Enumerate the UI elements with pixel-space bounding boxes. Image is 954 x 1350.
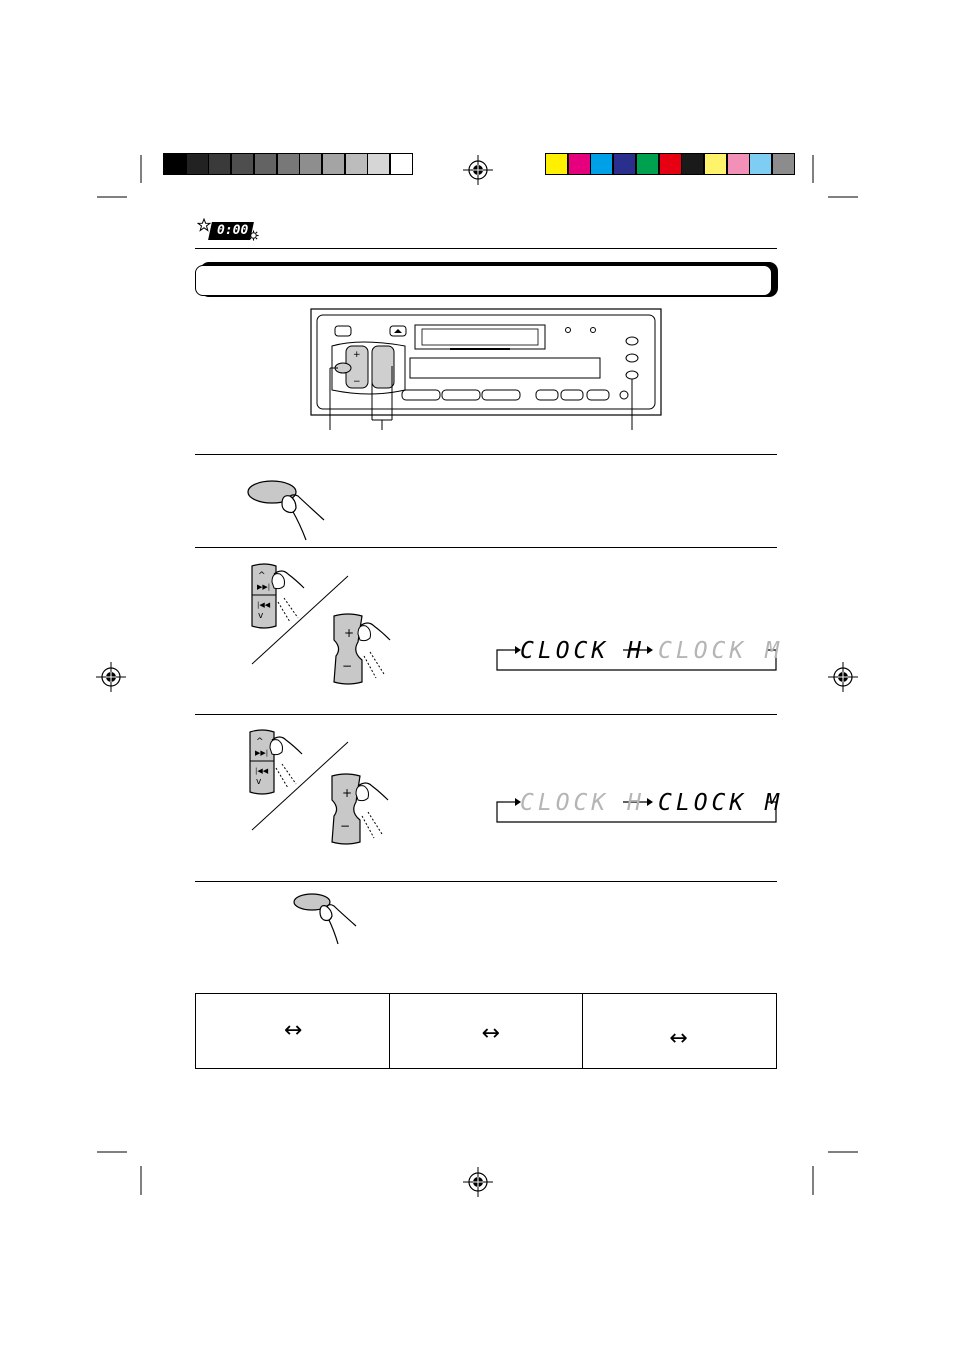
info-table-cell <box>583 994 776 1068</box>
gray-swatch <box>299 153 322 175</box>
registration-target-icon <box>828 662 858 692</box>
registration-target-icon <box>463 1167 493 1197</box>
svg-text:+: + <box>344 626 355 640</box>
color-swatch <box>749 153 772 175</box>
gray-swatch <box>367 153 390 175</box>
info-table-cell <box>390 994 584 1068</box>
double-arrow-icon: ↔ <box>669 1026 688 1051</box>
star-icon <box>197 218 211 232</box>
lcd-clock-minute: CLOCK M <box>658 790 783 816</box>
car-stereo-faceplate-illustration <box>310 308 662 433</box>
step-separator <box>195 881 777 882</box>
color-swatch <box>613 153 636 175</box>
svg-text:−: − <box>353 377 361 387</box>
lcd-clock-minute: CLOCK M <box>658 638 783 664</box>
svg-text:+: + <box>353 350 361 360</box>
lcd-clock-hour: CLOCK H <box>520 790 645 816</box>
registration-target-icon <box>463 155 493 185</box>
svg-text:v: v <box>258 611 264 621</box>
svg-text:+: + <box>342 786 353 800</box>
svg-text:▶▶|: ▶▶| <box>257 583 271 591</box>
finger-press-icon <box>246 476 328 544</box>
info-table-cell <box>196 994 390 1068</box>
step-separator <box>195 547 777 548</box>
color-swatch <box>681 153 704 175</box>
section-title-bar <box>195 265 772 296</box>
lcd-clock-hour: CLOCK H <box>520 638 645 664</box>
volume-button-press-icon <box>328 772 390 848</box>
gray-swatch <box>231 153 254 175</box>
gray-swatch <box>163 153 186 175</box>
color-swatch <box>545 153 568 175</box>
svg-text:^: ^ <box>256 737 264 747</box>
gray-swatch <box>390 153 413 175</box>
svg-text:|◀◀: |◀◀ <box>255 767 269 775</box>
svg-text:|◀◀: |◀◀ <box>257 601 271 609</box>
color-swatch <box>704 153 727 175</box>
gray-swatch <box>345 153 368 175</box>
svg-text:−: − <box>342 659 353 673</box>
color-swatch <box>659 153 682 175</box>
step-separator <box>195 454 777 455</box>
gray-swatch <box>208 153 231 175</box>
gray-swatch <box>322 153 345 175</box>
info-table <box>195 993 777 1069</box>
color-swatch <box>590 153 613 175</box>
clock-display-text: 0:00 <box>217 223 249 238</box>
svg-text:▶▶|: ▶▶| <box>255 749 269 757</box>
gray-swatch <box>277 153 300 175</box>
registration-target-icon <box>96 662 126 692</box>
svg-text:−: − <box>340 819 351 833</box>
color-swatch <box>772 153 795 175</box>
svg-text:v: v <box>256 777 262 787</box>
step-separator <box>195 714 777 715</box>
header-rule <box>195 248 777 249</box>
finger-press-icon <box>292 892 358 946</box>
double-arrow-icon: ↔ <box>284 1018 303 1043</box>
color-swatch <box>636 153 659 175</box>
svg-text:^: ^ <box>258 571 266 581</box>
gear-icon <box>248 230 259 241</box>
gray-swatch <box>186 153 209 175</box>
color-swatch <box>727 153 750 175</box>
color-swatch <box>568 153 591 175</box>
clock-settings-header-icon <box>197 218 259 244</box>
volume-button-press-icon <box>330 612 392 688</box>
double-arrow-icon: ↔ <box>481 1021 501 1046</box>
gray-swatch <box>254 153 277 175</box>
